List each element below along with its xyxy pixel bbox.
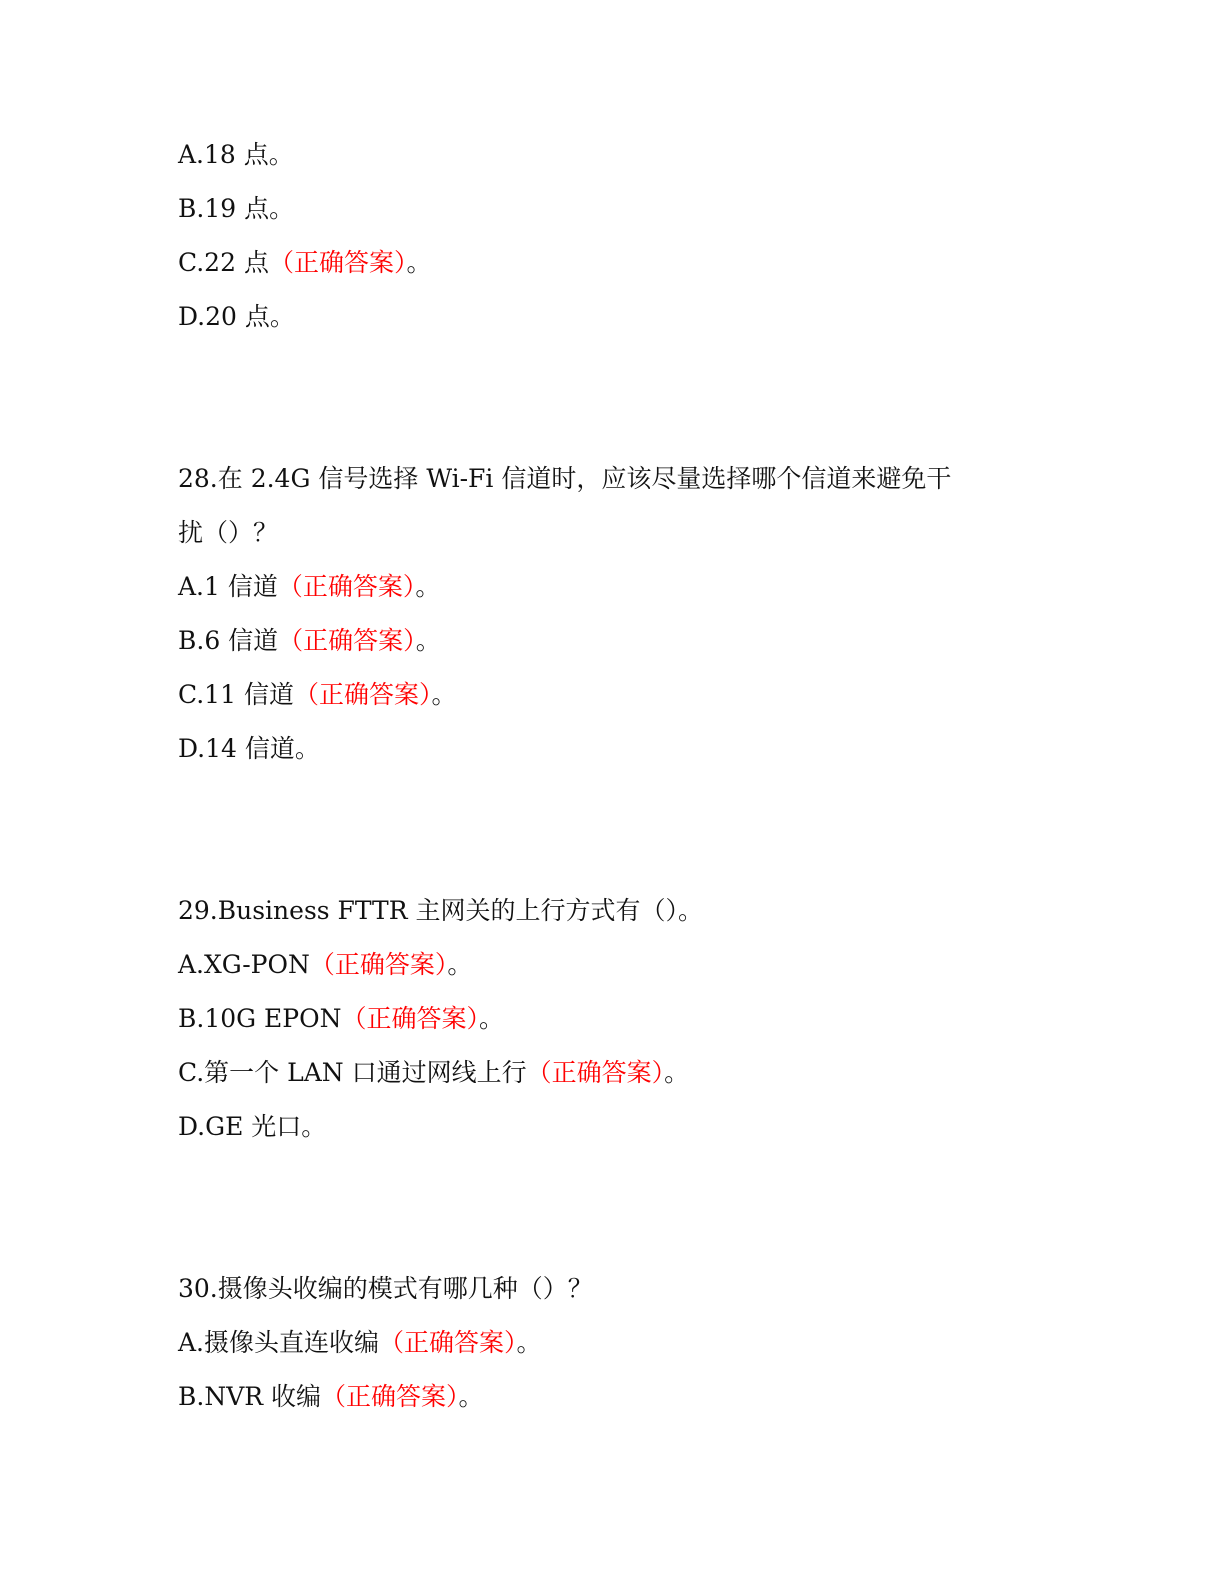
correct-answer-mark: （正确答案） [278,626,416,655]
q28-question-line2: 扰（）？ [178,518,279,547]
correct-answer-mark: （正确答案） [268,248,407,277]
q28-option-d: D.14 信道。 [178,734,320,763]
correct-answer-mark: （正确答案） [321,1382,459,1411]
q29-option-b: B.10G EPON（正确答案）。 [178,1004,505,1033]
q27-option-b: B.19 点。 [178,194,295,223]
q29-option-d: D.GE 光口。 [178,1112,327,1141]
q30-option-a: A.摄像头直连收编（正确答案）。 [178,1328,542,1357]
q29-option-c: C.第一个 LAN 口通过网线上行（正确答案）。 [178,1058,690,1087]
q30-option-b: B.NVR 收编（正确答案）。 [178,1382,484,1411]
q29-question: 29.Business FTTR 主网关的上行方式有（）。 [178,896,703,925]
correct-answer-mark: （正确答案） [526,1058,665,1087]
q28-question-line1: 28.在 2.4G 信号选择 Wi-Fi 信道时，应该尽量选择哪个信道来避免干 [178,464,952,493]
correct-answer-mark: （正确答案） [379,1328,517,1357]
correct-answer-mark: （正确答案） [341,1004,480,1033]
q27-option-c: C.22 点（正确答案）。 [178,248,432,277]
q28-option-c: C.11 信道（正确答案）。 [178,680,457,709]
q30-question: 30.摄像头收编的模式有哪几种（）？ [178,1274,593,1303]
q28-option-b: B.6 信道（正确答案）。 [178,626,441,655]
q29-option-a: A.XG-PON（正确答案）。 [178,950,473,979]
q27-option-a: A.18 点。 [178,140,294,169]
correct-answer-mark: （正确答案） [277,572,416,601]
q27-option-d: D.20 点。 [178,302,295,331]
correct-answer-mark: （正确答案） [309,950,448,979]
correct-answer-mark: （正确答案） [293,680,432,709]
q28-option-a: A.1 信道（正确答案）。 [178,572,441,601]
